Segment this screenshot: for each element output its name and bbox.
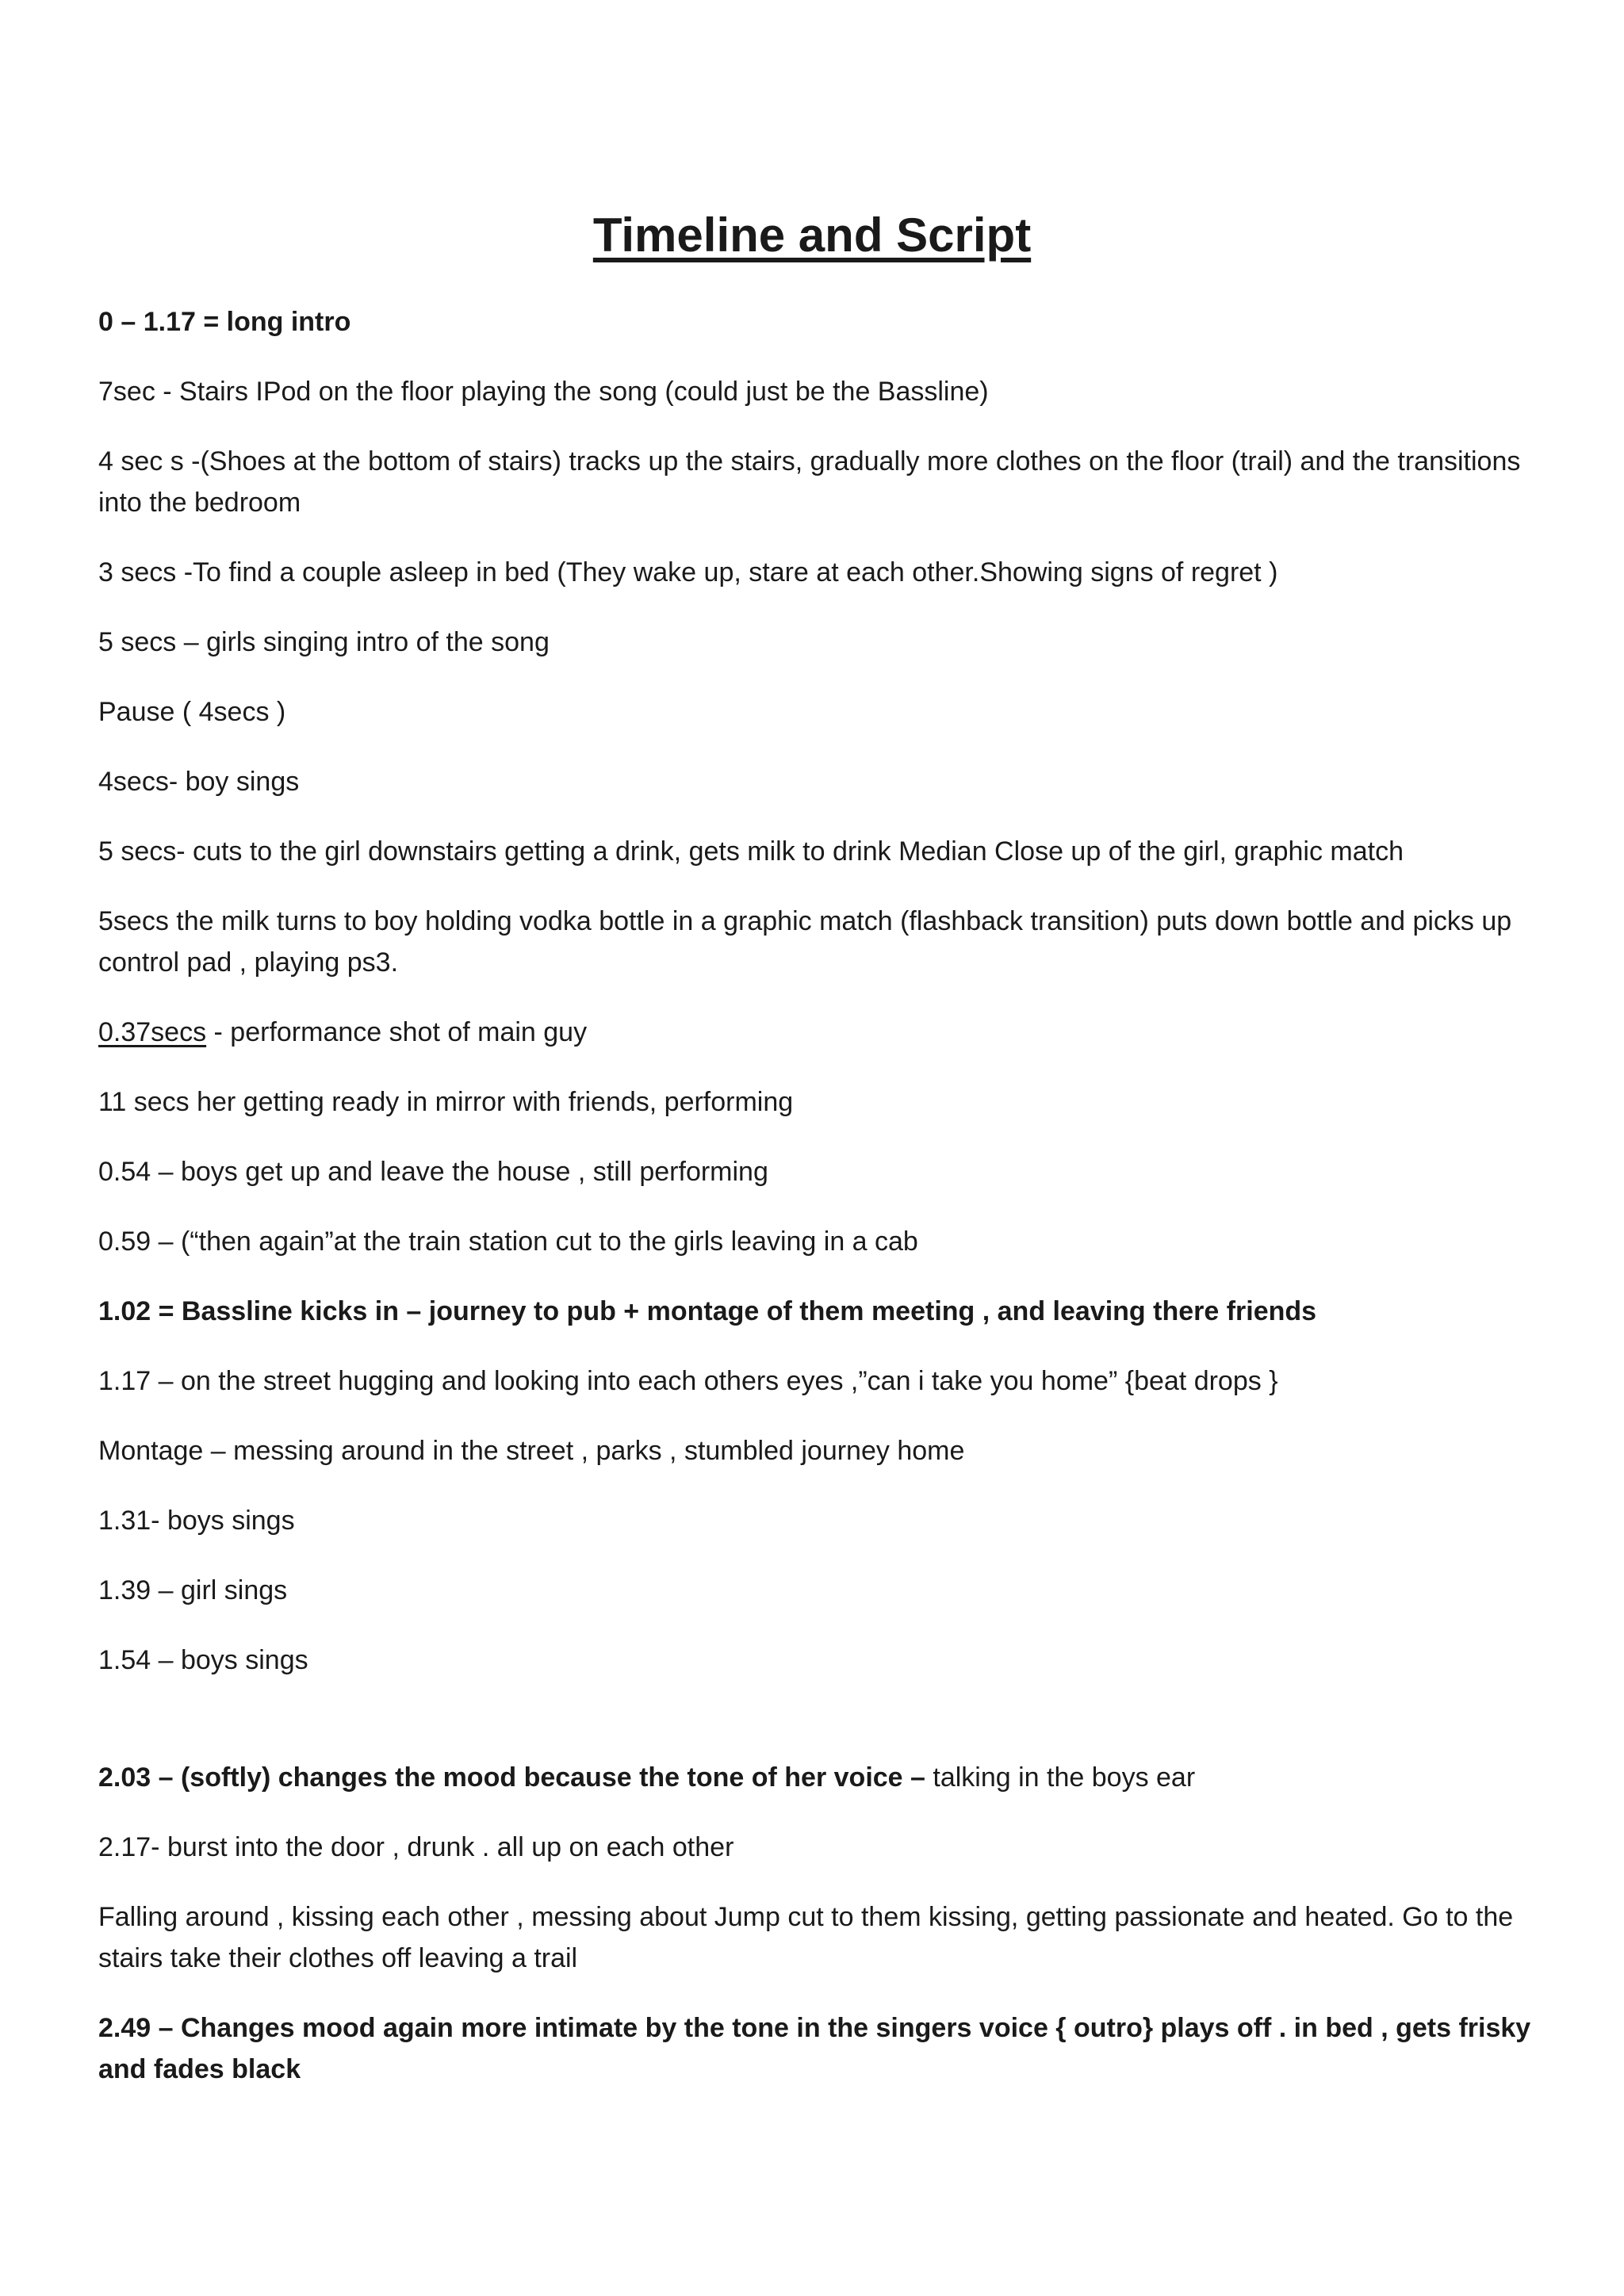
timeline-line: 1.02 = Bassline kicks in – journey to pub + montage of them meeting , and leaving there friends (98, 1296, 1317, 1326)
timeline-text-bold: 2.03 – (softly) changes the mood because the tone of her voice – (98, 1762, 925, 1793)
timeline-line: 5 secs – girls singing intro of the song (98, 627, 550, 657)
timeline-text: talking in the boys ear (925, 1762, 1196, 1793)
timeline-text: - performance shot of main guy (206, 1017, 588, 1047)
timeline-line: 1.31- boys sings (98, 1506, 295, 1536)
spacer (98, 1709, 1549, 1757)
timeline-line: 3 secs -To find a couple asleep in bed (They wake up, stare at each other.Showing signs of regret ) (98, 557, 1278, 587)
timeline-line: 1.17 – on the street hugging and looking into each others eyes ,”can i take you home” {beat drops } (98, 1366, 1278, 1396)
timeline-line: 4secs- boy sings (98, 767, 300, 797)
timeline-line: 2.49 – Changes mood again more intimate by the tone in the singers voice { outro} plays off . in bed , gets frisky and fades black (98, 2013, 1531, 2084)
timeline-line (98, 1757, 1549, 1798)
timeline-line: 0.59 – (“then again”at the train station cut to the girls leaving in a cab (98, 1226, 918, 1257)
timeline-line: 2.17- burst into the door , drunk . all up on each other (98, 1832, 734, 1862)
timestamp-underlined: 0.37secs (98, 1017, 207, 1047)
timeline-line: Falling around , kissing each other , messing about Jump cut to them kissing, getting passionate and heated. Go to the stairs take their clothes off leaving a trail (98, 1902, 1514, 1973)
timeline-line: Pause ( 4secs ) (98, 697, 286, 727)
timeline-line: 11 secs her getting ready in mirror with friends, performing (98, 1087, 794, 1117)
timeline-line: 4 sec s -(Shoes at the bottom of stairs) tracks up the stairs, gradually more clothes on the floor (trail) and the transitions into the bedroom (98, 446, 1521, 518)
script-body (98, 301, 1549, 2118)
timeline-line: Montage – messing around in the street , parks , stumbled journey home (98, 1436, 965, 1466)
timeline-line: 0 – 1.17 = long intro (98, 307, 351, 337)
timeline-line: 7sec - Stairs IPod on the floor playing the song (could just be the Bassline) (98, 377, 989, 407)
timeline-line: 1.39 – girl sings (98, 1575, 288, 1605)
timeline-line: 1.54 – boys sings (98, 1645, 308, 1675)
timeline-line: 0.54 – boys get up and leave the house , still performing (98, 1157, 768, 1187)
page-title: Timeline and Script (592, 209, 1032, 262)
timeline-line: 5 secs- cuts to the girl downstairs getting a drink, gets milk to drink Median Close up of the girl, graphic match (98, 836, 1404, 867)
timeline-line (98, 1012, 1549, 1053)
timeline-line: 5secs the milk turns to boy holding vodka bottle in a graphic match (flashback transition) puts down bottle and picks up control pad , playing ps3. (98, 906, 1512, 978)
